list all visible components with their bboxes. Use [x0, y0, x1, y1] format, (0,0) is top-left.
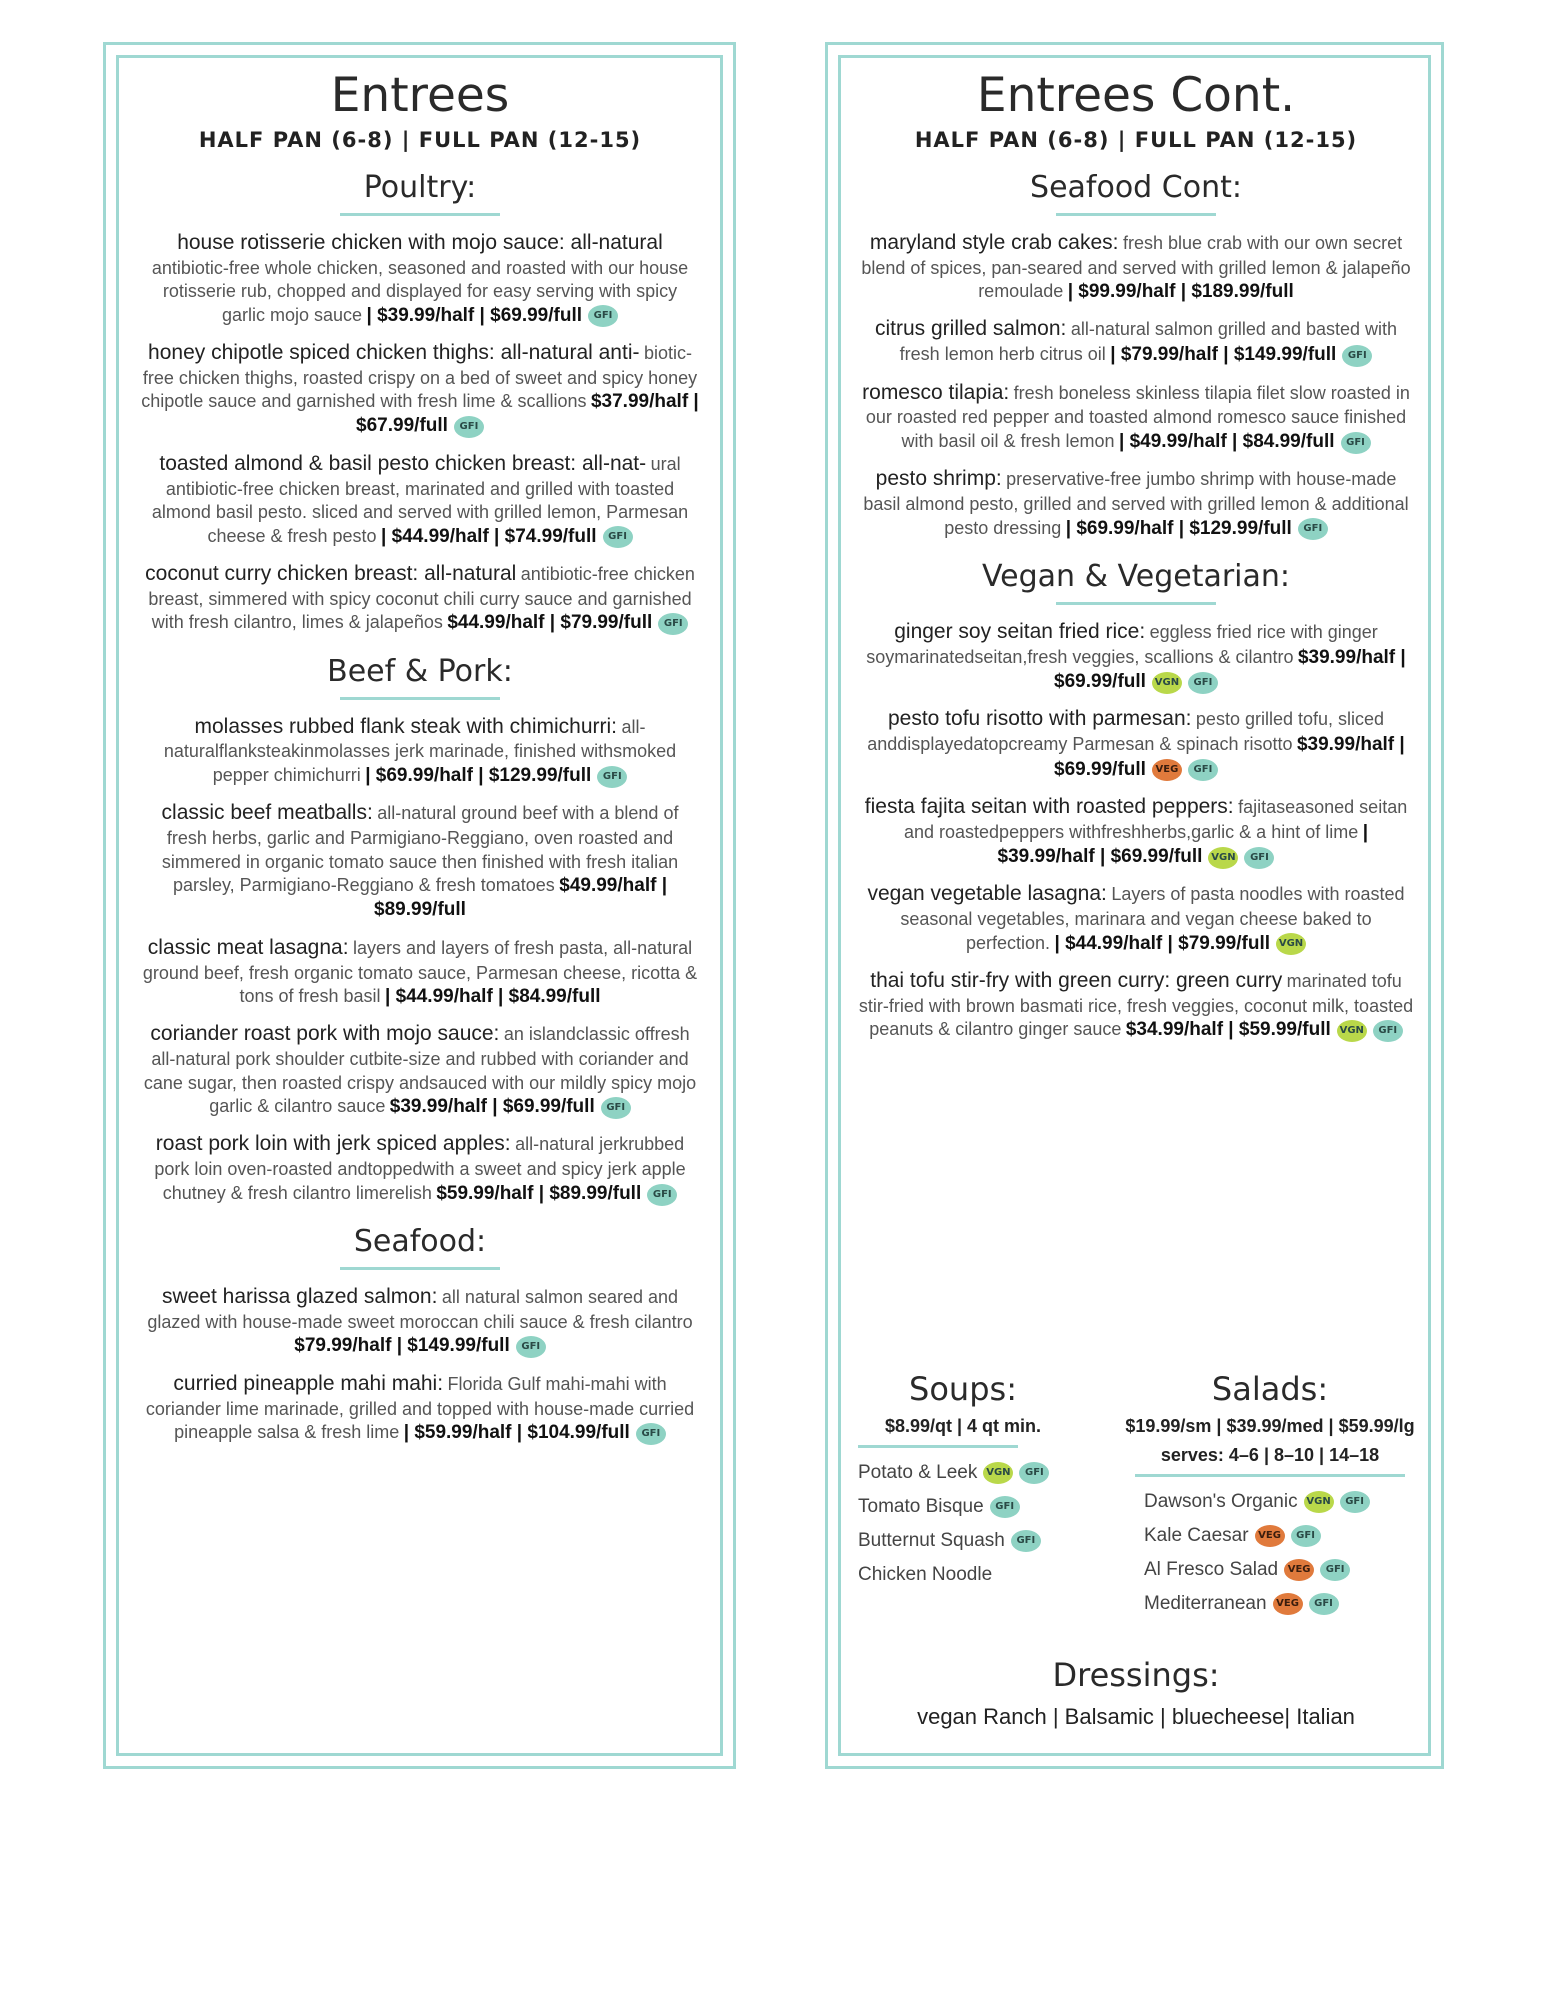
- menu-item: [140, 1371, 700, 1446]
- item-description: biotic-free chicken thighs, roasted crispy on a bed of sweet and spicy honey chipotle sauce and garnished with fresh lime & scallions: [141, 342, 698, 412]
- section-heading: Vegan & Vegetarian:: [981, 558, 1291, 594]
- item-description: antibiotic-free whole chicken, seasoned and roasted with our house rotisserie rub, chopped and displayed for easy serving with spicy garlic mojo sauce: [151, 257, 689, 325]
- salad-list: [1120, 1491, 1420, 1615]
- item-name: classic beef meatballs:: [161, 801, 373, 825]
- item-description: all natural salmon seared and glazed with house-made sweet moroccan chili sauce & fresh cilantro: [147, 1287, 693, 1332]
- dressings-list: vegan Ranch | Balsamic | bluecheese| Italian: [917, 1704, 1355, 1729]
- item-price: $34.99/half | $59.99/full: [1125, 1019, 1331, 1041]
- gfi-badge: GFI: [636, 1423, 666, 1445]
- gfi-badge: GFI: [1298, 518, 1328, 540]
- menu-item: [858, 230, 1414, 305]
- item-name: fiesta fajita seitan with roasted peppers:: [864, 794, 1234, 818]
- item-description: Layers of pasta noodles with roasted seasonal vegetables, marinara and vegan cheese baked to perfection.: [900, 884, 1405, 953]
- item-name: pesto shrimp:: [875, 467, 1002, 491]
- item-description: Florida Gulf mahi-mahi with coriander lime marinade, grilled and topped with house-made curried pineapple salsa & fresh lime: [145, 1373, 695, 1443]
- salads-section: [1120, 1370, 1420, 1627]
- salads-item: [1144, 1525, 1420, 1547]
- menu-item: [140, 1131, 700, 1206]
- item-price: $37.99/half | $67.99/full: [356, 391, 699, 437]
- salads-heading: Salads:: [1211, 1370, 1329, 1408]
- pan-sizes: HALF PAN (6-8) | FULL PAN (12-15): [198, 127, 642, 152]
- item-price: | $49.99/half | $84.99/full: [1119, 430, 1335, 452]
- item-description: fajitaseasoned seitan and roastedpeppers withfreshherbs,garlic & a hint of lime: [903, 796, 1408, 842]
- item-price: | $44.99/half | $74.99/full: [381, 525, 597, 547]
- gfi-badge: GFI: [1188, 759, 1218, 781]
- item-description: layers and layers of fresh pasta, all-natural ground beef, fresh organic tomato sauce, Parmesan cheese, ricotta & tons of fresh basil: [142, 937, 698, 1006]
- menu-item: [140, 451, 700, 549]
- item-description: antibiotic-free chicken breast, simmered with spicy coconut chili curry sauce and garnished with fresh cilantro, limes & jalapeños: [148, 563, 695, 633]
- item-name: maryland style crab cakes:: [869, 230, 1119, 254]
- vgn-badge: VGN: [983, 1462, 1013, 1484]
- item-description: fresh blue crab with our own secret blend of spices, pan-seared and served with grilled lemon & jalapeño remoulade: [861, 232, 1411, 302]
- gfi-badge: GFI: [1019, 1462, 1049, 1484]
- veg-badge: VEG: [1284, 1559, 1314, 1581]
- gfi-badge: GFI: [1188, 672, 1218, 694]
- menu-item: [140, 561, 700, 636]
- gfi-badge: GFI: [588, 305, 618, 327]
- gfi-badge: GFI: [516, 1336, 546, 1358]
- veg-badge: VEG: [1255, 1525, 1285, 1547]
- section-rule: [340, 697, 500, 700]
- item-price: $59.99/half | $89.99/full: [436, 1182, 642, 1204]
- dressings-heading: Dressings:: [1052, 1656, 1220, 1694]
- soups-item-name: Tomato Bisque: [858, 1496, 984, 1518]
- item-name: coriander roast pork with mojo sauce:: [150, 1022, 500, 1046]
- vgn-badge: VGN: [1276, 933, 1306, 955]
- menu-item: [140, 1021, 700, 1119]
- gfi-badge: GFI: [1291, 1525, 1321, 1547]
- item-price: $39.99/half | $69.99/full: [1054, 646, 1406, 693]
- dressings-section: [858, 1656, 1414, 1730]
- salads-item-name: Mediterranean: [1144, 1593, 1267, 1615]
- item-price: $44.99/half | $79.99/full: [447, 612, 653, 634]
- salads-serves: serves: 4–6 | 8–10 | 14–18: [1160, 1445, 1380, 1465]
- item-description: all-natural salmon grilled and basted with fresh lemon herb citrus oil: [899, 319, 1398, 365]
- menu-item: [858, 466, 1414, 541]
- salads-item: [1144, 1559, 1420, 1581]
- item-price: | $79.99/half | $149.99/full: [1110, 344, 1337, 366]
- soups-item-name: Butternut Squash: [858, 1530, 1005, 1552]
- item-description: all-natural ground beef with a blend of fresh herbs, garlic and Parmigiano-Reggiano, oven roasted and simmered in organic tomato sauce then finished with fresh italian parsley, Parmigiano-Reggiano & fresh tomatoes: [161, 803, 679, 896]
- item-name: molasses rubbed flank steak with chimichurri:: [194, 714, 618, 738]
- gfi-badge: GFI: [1320, 1559, 1350, 1581]
- menu-item: [858, 316, 1414, 367]
- page-title-cont: Entrees Cont.: [976, 68, 1296, 123]
- item-price: | $59.99/half | $104.99/full: [403, 1422, 630, 1444]
- veg-badge: VEG: [1152, 759, 1182, 781]
- item-name: ginger soy seitan fried rice:: [894, 619, 1146, 643]
- menu-item: [140, 230, 700, 328]
- soups-item: [858, 1462, 1068, 1484]
- gfi-badge: GFI: [1341, 432, 1371, 454]
- salads-item-name: Kale Caesar: [1144, 1525, 1249, 1547]
- item-price: | $69.99/half | $129.99/full: [1065, 517, 1292, 539]
- vgn-badge: VGN: [1337, 1020, 1367, 1042]
- left-sections: [140, 170, 700, 1446]
- section-heading: Seafood:: [353, 1224, 487, 1260]
- soup-list: [858, 1462, 1068, 1586]
- soups-item: [858, 1530, 1068, 1552]
- right-sections: [858, 170, 1414, 1043]
- item-price: $79.99/half | $149.99/full: [294, 1335, 510, 1357]
- item-name: house rotisserie chicken with mojo sauce: all-natural: [177, 230, 663, 254]
- pan-sizes-cont: HALF PAN (6-8) | FULL PAN (12-15): [914, 127, 1358, 152]
- gfi-badge: GFI: [601, 1097, 631, 1119]
- menu-item: [140, 714, 700, 789]
- section-heading: Seafood Cont:: [1030, 169, 1242, 205]
- item-description: pesto grilled tofu, sliced anddisplayedatopcreamy Parmesan & spinach risotto: [867, 709, 1385, 755]
- item-description: ural antibiotic-free chicken breast, marinated and grilled with toasted almond basil pesto. sliced and served with grilled lemon, Parmesan cheese & fresh pesto: [151, 453, 689, 546]
- item-name: curried pineapple mahi mahi:: [173, 1371, 444, 1395]
- section-heading: Beef & Pork:: [327, 653, 513, 689]
- item-name: pesto tofu risotto with parmesan:: [887, 707, 1192, 731]
- item-description: marinated tofu stir-fried with brown basmati rice, fresh veggies, coconut milk, toasted peanuts & cilantro ginger sauce: [858, 971, 1414, 1040]
- item-price: | $39.99/half | $69.99/full: [366, 304, 583, 326]
- gfi-badge: GFI: [1342, 345, 1372, 367]
- salads-item: [1144, 1593, 1420, 1615]
- section-rule: [340, 1267, 500, 1270]
- gfi-badge: GFI: [1373, 1020, 1403, 1042]
- gfi-badge: GFI: [1340, 1491, 1370, 1513]
- item-description: fresh boneless skinless tilapia filet slow roasted in our roasted red pepper and toasted almond romesco sauce finished with basil oil & fresh lemon: [865, 382, 1410, 451]
- item-price: | $69.99/half | $129.99/full: [365, 764, 592, 786]
- item-name: thai tofu stir-fry with green curry: green curry: [870, 969, 1283, 992]
- vgn-badge: VGN: [1152, 672, 1182, 694]
- item-price: $39.99/half | $69.99/full: [389, 1096, 595, 1118]
- left-column: [140, 70, 700, 1457]
- menu-item: [858, 794, 1414, 870]
- gfi-badge: GFI: [454, 416, 484, 438]
- gfi-badge: GFI: [1011, 1530, 1041, 1552]
- salads-item: [1144, 1491, 1420, 1513]
- soups-section: [858, 1370, 1068, 1598]
- soups-item-name: Potato & Leek: [858, 1462, 978, 1484]
- salads-rule: [1135, 1474, 1405, 1477]
- gfi-badge: GFI: [990, 1496, 1020, 1518]
- item-price: | $44.99/half | $79.99/full: [1054, 932, 1271, 954]
- item-name: sweet harissa glazed salmon:: [161, 1285, 438, 1309]
- salads-item-name: Dawson's Organic: [1144, 1491, 1298, 1513]
- soups-item-name: Chicken Noodle: [858, 1564, 993, 1586]
- menu-item: [858, 706, 1414, 782]
- item-name: toasted almond & basil pesto chicken breast: all-nat-: [159, 451, 647, 475]
- item-name: coconut curry chicken breast: all-natural: [145, 561, 517, 585]
- menu-item: [140, 1284, 700, 1359]
- item-description: preservative-free jumbo shrimp with house-made basil almond pesto, grilled and served with grilled lemon & additional pesto dressing: [863, 469, 1409, 538]
- item-name: vegan vegetable lasagna:: [867, 882, 1107, 906]
- gfi-badge: GFI: [658, 613, 688, 635]
- salads-price: $19.99/sm | $39.99/med | $59.99/lg: [1125, 1416, 1415, 1436]
- item-description: all-natural jerkrubbed pork loin oven-roasted andtoppedwith a sweet and spicy jerk apple chutney & fresh cilantro limerelish: [154, 1134, 686, 1203]
- item-name: romesco tilapia:: [862, 380, 1010, 404]
- menu-item: [140, 800, 700, 922]
- menu-item: [858, 380, 1414, 455]
- item-description: eggless fried rice with ginger soymarinatedseitan,fresh veggies, scallions & cilantro: [866, 621, 1378, 667]
- item-name: classic meat lasagna:: [147, 935, 349, 959]
- item-name: citrus grilled salmon:: [874, 317, 1067, 341]
- salads-item-name: Al Fresco Salad: [1144, 1559, 1279, 1581]
- gfi-badge: GFI: [1244, 847, 1274, 869]
- vgn-badge: VGN: [1208, 847, 1238, 869]
- section-rule: [1056, 602, 1216, 605]
- menu-item: [140, 935, 700, 1010]
- menu-item: [140, 340, 700, 439]
- item-price: | $39.99/half | $69.99/full: [997, 821, 1369, 868]
- menu-item: [858, 619, 1414, 695]
- right-column: [858, 70, 1414, 1055]
- item-price: | $99.99/half | $189.99/full: [1067, 281, 1294, 303]
- gfi-badge: GFI: [647, 1184, 677, 1206]
- soups-price: $8.99/qt | 4 qt min.: [884, 1416, 1042, 1436]
- section-rule: [1056, 213, 1216, 216]
- item-price: | $44.99/half | $84.99/full: [385, 986, 601, 1007]
- page-title: Entrees: [330, 68, 510, 123]
- section-heading: Poultry:: [363, 169, 477, 205]
- item-description: an islandclassic offresh all-natural pork shoulder cutbite-size and rubbed with coriander and cane sugar, then roasted crispy andsauced with our mildly spicy mojo garlic & cilantro sauce: [143, 1024, 697, 1117]
- soups-rule: [858, 1445, 1018, 1448]
- soups-heading: Soups:: [909, 1370, 1017, 1408]
- vgn-badge: VGN: [1304, 1491, 1334, 1513]
- veg-badge: VEG: [1273, 1593, 1303, 1615]
- item-description: all-naturalflanksteakinmolasses jerk marinade, finished withsmoked pepper chimichurri: [163, 716, 677, 785]
- item-name: roast pork loin with jerk spiced apples:: [155, 1132, 511, 1156]
- section-rule: [340, 213, 500, 216]
- item-name: honey chipotle spiced chicken thighs: all-natural anti-: [148, 340, 640, 364]
- gfi-badge: GFI: [603, 526, 633, 548]
- soups-item: [858, 1564, 1068, 1586]
- gfi-badge: GFI: [597, 766, 627, 788]
- item-price: $49.99/half | $89.99/full: [374, 875, 668, 921]
- gfi-badge: GFI: [1309, 1593, 1339, 1615]
- item-price: $39.99/half | $69.99/full: [1054, 734, 1405, 780]
- soups-item: [858, 1496, 1068, 1518]
- menu-item: [858, 968, 1414, 1043]
- menu-item: [858, 881, 1414, 956]
